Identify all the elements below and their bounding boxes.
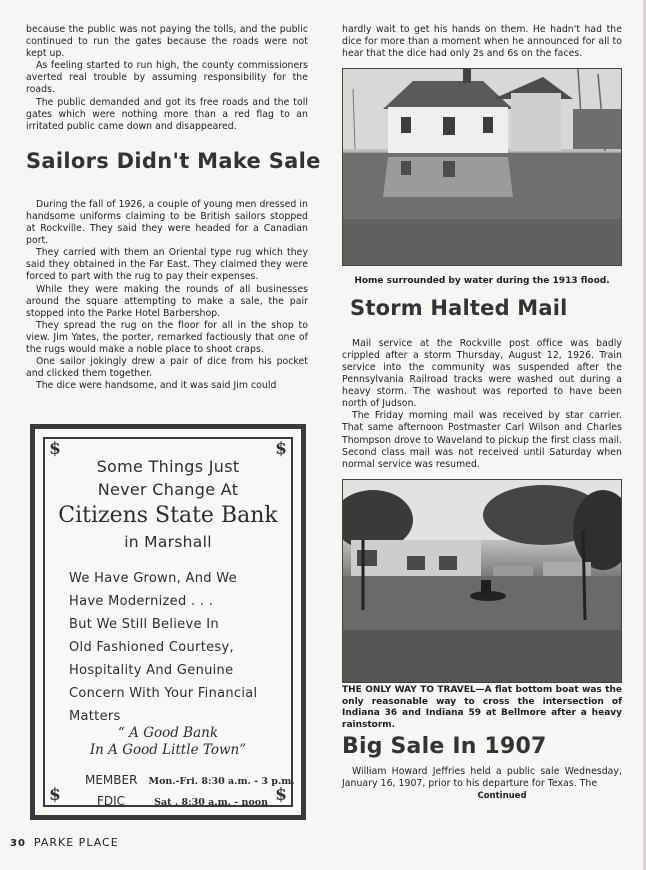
photo-caption: Home surrounded by water during the 1913 flood.: [354, 276, 610, 287]
page-footer: [10, 836, 119, 849]
dollar-icon: $: [275, 439, 287, 459]
ad-headline: [35, 455, 301, 554]
flood-house-photo: [342, 68, 622, 266]
right-column: [342, 24, 622, 801]
ad-body-line: Concern With Your Financial: [69, 686, 258, 701]
publication-name: PARKE PLACE: [33, 836, 119, 849]
ad-membership: [85, 769, 301, 809]
dollar-icon: $: [275, 785, 287, 805]
ad-body: [69, 567, 289, 728]
slogan-line: In A Good Little Town”: [89, 742, 247, 758]
ad-slogan: [35, 725, 301, 759]
article-paragraph: One sailor jokingly drew a pair of dice from his pocket and clicked them together.: [26, 356, 308, 380]
photo-caption: THE ONLY WAY TO TRAVEL—A flat bottom boat was the only reasonable way to cross the intersection of Indiana 36 and Indiana 59 at Bellmore after a heavy rainstorm.: [342, 684, 622, 731]
ad-body-line: Matters: [69, 709, 121, 724]
flooded-intersection-photo: [342, 479, 622, 683]
sailors-headline: Sailors Didn't Make Sale: [26, 148, 321, 173]
article-paragraph: William Howard Jeffries held a public sale Wednesday, January 16, 1907, prior to his departure for Texas. The: [342, 766, 622, 790]
dollar-icon: $: [49, 785, 61, 805]
storm-headline: Storm Halted Mail: [350, 295, 568, 320]
ad-body-line: We Have Grown, And We: [69, 571, 237, 586]
fdic-label: FDIC: [97, 794, 126, 808]
article-paragraph: They spread the rug on the floor for all in the shop to view. Jim Yates, the porter, remarked factiously that one of the rugs would make a noble place to shoot craps.: [26, 319, 308, 355]
page-number: 30: [10, 838, 26, 849]
article-paragraph: The dice were handsome, and it was said Jim could: [36, 380, 277, 392]
bank-advertisement: [30, 424, 306, 820]
dollar-icon: $: [49, 439, 61, 459]
article-paragraph: As feeling started to run high, the county commissioners averted real trouble by assuming responsibility for the roads.: [26, 60, 308, 96]
article-paragraph: The public demanded and got its free roads and the toll gates which were nothing more than a red flag to an irritated public came down and disappeared.: [26, 96, 308, 132]
article-paragraph: The Friday morning mail was received by star carrier. That same afternoon Postmaster Carl Wilson and Charles Thompson drove to Waveland to pickup the first class mail. Second class mail was not received until Saturday when normal service was resumed.: [342, 410, 622, 470]
slogan-line: “ A Good Bank: [117, 725, 219, 741]
ad-body-line: Old Fashioned Courtesy,: [69, 640, 234, 655]
ad-line: Some Things Just: [96, 457, 240, 476]
article-paragraph: Mail service at the Rockville post office was badly crippled after a storm Thursday, August 12, 1926. Train service into the community was suspended after the Pennsylvania Railroad tracks were washed out during a heavy storm. The washout was reported to have been north of Judson.: [342, 337, 622, 410]
weekday-hours: Mon.-Fri. 8:30 a.m. - 3 p.m.: [148, 776, 295, 787]
left-column: [26, 24, 321, 392]
bank-name: Citizens State Bank: [58, 503, 278, 528]
article-paragraph: hardly wait to get his hands on them. He hadn't had the dice for more than a moment when he announced for all to hear that the dice had only 2s and 6s on the faces.: [342, 24, 622, 60]
ad-body-line: Hospitality And Genuine: [69, 663, 234, 678]
saturday-hours: Sat . 8:30 a.m. - noon: [154, 797, 268, 808]
bigsale-headline: Big Sale In 1907: [342, 734, 547, 759]
ad-line: Never Change At: [97, 480, 239, 499]
article-paragraph: They carried with them an Oriental type rug which they said they obtained in the Far East. They claimed they were forced to part with the rug to pay their expenses.: [26, 247, 308, 283]
continued-label: Continued: [477, 791, 527, 802]
ad-body-line: But We Still Believe In: [69, 617, 219, 632]
house-photo-drawing: [343, 69, 621, 265]
article-paragraph: While they were making the rounds of all businesses around the square attempting to make a sale, the pair stopped into the Parke Hotel Barbershop.: [26, 283, 308, 319]
article-paragraph: During the fall of 1926, a couple of young men dressed in handsome uniforms claiming to be British sailors stopped at Rockville. They said they were headed for a Canadian port.: [26, 198, 308, 247]
bank-location: in Marshall: [124, 533, 212, 551]
ad-body-line: Have Modernized . . .: [69, 594, 214, 609]
article-paragraph: because the public was not paying the tolls, and the public continued to run the gates because the roads were not kept up.: [26, 24, 308, 60]
flood-photo-drawing: [343, 480, 621, 682]
member-label: MEMBER: [85, 773, 138, 787]
